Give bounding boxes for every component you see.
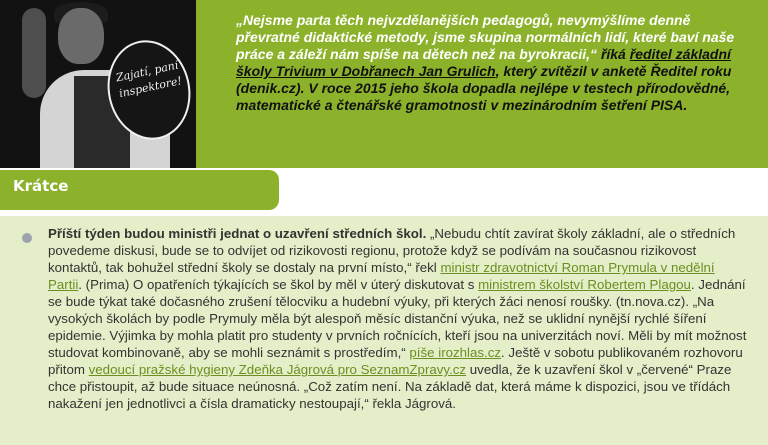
quote-says: říká	[600, 46, 626, 62]
news-headline: Příští týden budou ministři jednat o uzavření středních škol.	[48, 226, 427, 241]
quote-rest: , který zvítězil v anketě Ředitel roku (denik.cz). V roce 2015 jeho škola dopadla nejlépe v testech přírodovědné, matematické a čtenářské gramotnosti v mezinárodním šetření PISA.	[236, 63, 732, 113]
link-irozhlas[interactable]: píše irozhlas.cz	[409, 345, 502, 360]
photo-face	[58, 8, 104, 64]
director-photo	[0, 0, 196, 168]
news-item	[48, 225, 748, 412]
news-text-3: . Jednání se bude týkat také dočasného zrušení tělocviku a hudební výuky, při kterých žáci nenosí roušky. (tn.nova.cz). „Na vysokých školách by podle Prymuly měla být alespoň měsíc distanční výuka, než se uklidní nynější rychlé šíření epidemie. Výjimka by mohla platit pro studenty v prvních ročnících, kteří jsou na univerzitách noví. Měli by mít možnost studovat kombinovaně, aby se mohli seznámit s prostředím,“	[48, 277, 747, 360]
quote-text: „Nejsme parta těch nejvzdělanějších pedagogů, nevymýšlíme denně převratné didaktické metody, jsme skupina normálních lidí, které baví naše práce a záleží nám spíše na dětech než na byrokracii,“	[236, 12, 735, 62]
news-text-1: „Nebudu chtít zavírat školy základní, ale o středních povedeme diskusi, bude se to odvíjet od rizikovosti regionu, protože když se podívám na současnou rizikovost kontaktů, tak bohužel střední školy se dostaly na první místo,“ řekl	[48, 226, 736, 275]
section-title: Krátce	[13, 177, 69, 195]
news-text-2: . (Prima) O opatřeních týkajících se škol by měl v úterý diskutovat s	[78, 277, 479, 292]
link-prymula[interactable]: ministr zdravotnictví Roman Prymula v nedělní Partii	[48, 260, 715, 292]
link-plaga[interactable]: ministrem školství Robertem Plagou	[478, 277, 691, 292]
news-text-5: uvedla, že k uzavření škol v „červené“ Praze chce přistoupit, až bude situace neúnosná. „Což zatím není. Na základě dat, která máme k dispozici, jsou ve třídách nakažení jen jednotlivci a čísla dramaticky nestoupají,“ řekla Jágrová.	[48, 362, 732, 411]
photo-arm	[22, 8, 46, 98]
speech-bubble-text: Zajatí, paní inspektore!	[114, 58, 183, 101]
bullet-icon	[22, 233, 32, 243]
top-banner	[0, 0, 768, 168]
section-header	[0, 170, 279, 210]
news-text-4: . Ještě v sobotu publikovaném rozhovoru přitom	[48, 345, 743, 377]
banner-quote	[236, 12, 756, 114]
director-link[interactable]: ředitel základní školy Trivium v Dobřanech Jan Grulich	[236, 46, 731, 79]
link-jagrova[interactable]: vedoucí pražské hygieny Zdeňka Jágrová pro SeznamZpravy.cz	[88, 362, 467, 377]
